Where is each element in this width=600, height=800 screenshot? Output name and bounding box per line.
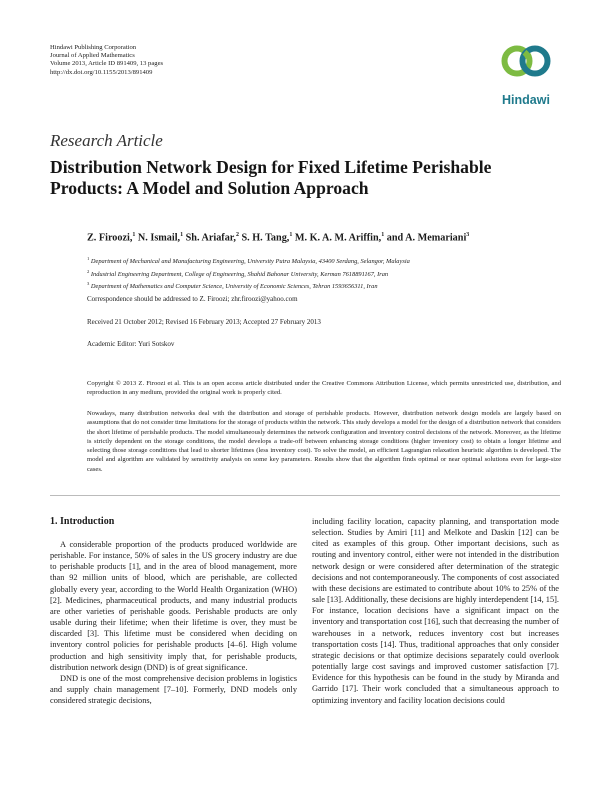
paragraph: DND is one of the most comprehensive decision problems in logistics and supply chain management [7–10]. Formerly, DND models only considered strategic decisions, (50, 673, 297, 706)
author-list (87, 232, 469, 243)
divider (50, 495, 560, 496)
article-type: Research Article (50, 131, 163, 150)
affiliations (87, 254, 567, 292)
affiliation-number: 3 (87, 281, 90, 287)
affiliation (87, 254, 567, 267)
section-heading: 1. Introduction (50, 516, 115, 527)
copyright-notice: Copyright © 2013 Z. Firoozi et al. This is an open access article distributed under the Creative Commons Attribution License, which permits unrestricted use, distribution, and reproduction in any medium, provided the original work is properly cited. (87, 380, 561, 397)
author: M. K. A. M. Ariffin, (294, 232, 382, 244)
author: N. Ismail, (137, 232, 181, 244)
author-aff: 3 (466, 232, 470, 238)
author: Z. Firoozi, (87, 232, 133, 244)
affiliation (87, 267, 567, 280)
author-aff: 1 (289, 232, 293, 238)
affiliation-text: Department of Mechanical and Manufacturing Engineering, University Putra Malaysia, 43400 Serdang, Selangor, Malaysia (90, 258, 410, 266)
author: S. H. Tang, (241, 232, 290, 244)
paper-title: Distribution Network Design for Fixed Lifetime Perishable Products: A Model and Solution Approach (50, 157, 492, 198)
body-column-left (50, 539, 297, 706)
author-aff: 1 (381, 232, 385, 238)
author-aff: 1 (180, 232, 184, 238)
affiliation (87, 279, 567, 292)
affiliation-text: Department of Mathematics and Computer Science, University of Economic Sciences, Tehran 1593656311, Iran (90, 283, 378, 291)
affiliation-number: 1 (87, 256, 90, 261)
author-aff: 1 (132, 232, 136, 238)
author: and A. Memariani (386, 232, 467, 244)
volume-line: Volume 2013, Article ID 891409, 13 pages (50, 60, 164, 68)
paragraph: A considerable proportion of the products produced worldwide are perishable. For instance, 50% of sales in the US grocery industry are due to perishable products [1], and in the area of blood management, more than 92 million units of blood, which are perishable, are collected globally every year, according to the World Health Organization (WHO) [2]. Medicines, pharmaceutical products, and many industrial products are other varieties of perishable goods. Perishable products are only usable during their lifetime; when their lifetime is over, they must be discarded [3]. This lifetime must be considered when deciding on inventory control policies for perishable products [4–6]. High volume production and high sensitivity imply that, for perishable products, distribution network design (DND) is of great significance. (50, 540, 297, 672)
doi-link[interactable]: http://dx.doi.org/10.1155/2013/891409 (50, 68, 153, 76)
abstract: Nowadays, many distribution networks deal with the distribution and storage of perishable products. However, distribution network design models are largely based on assumptions that do not consider time limitations for the storage of products within the network. This study develops a model for the design of a distribution network that considers the short lifetime of perishable products. The model simultaneously determines the network configuration and inventory control decisions of the network. Moreover, as the lifetime is strictly dependent on the storage conditions, the model develops a trade-off between enhancing storage conditions (higher inventory cost) to obtain a longer lifetime and selecting those storage conditions that lead to shorter lifetimes (less inventory cost). To solve the model, an efficient Lagrangian relaxation heuristic algorithm is developed. The model and algorithm are validated by sensitivity analysis on some key parameters. Results show that the algorithm finds optimal or near optimal solutions even for large-size cases. (87, 410, 561, 473)
received-dates: Received 21 October 2012; Revised 16 February 2013; Accepted 27 February 2013 (87, 318, 321, 326)
affiliation-text: Industrial Engineering Department, College of Engineering, Shahid Bahonar University, Kerman 7618891167, Iran (90, 270, 389, 278)
hindawi-rings-logo-icon (494, 40, 558, 92)
author: Sh. Ariafar, (185, 232, 236, 244)
journal-name: Journal of Applied Mathematics (50, 52, 135, 60)
affiliation-number: 2 (87, 268, 90, 274)
author-aff: 2 (235, 232, 239, 238)
correspondence: Correspondence should be addressed to Z. Firoozi; zhr.firoozi@yahoo.com (87, 295, 298, 303)
body-column-right (312, 516, 559, 706)
academic-editor: Academic Editor: Yuri Sotskov (87, 340, 175, 348)
publisher-line: Hindawi Publishing Corporation (50, 44, 137, 51)
paragraph: including facility location, capacity planning, and transportation mode selection. Studies by Amiri [11] and Melkote and Daskin [12] can be cited as examples of this group. Other important decisions, such as routing and inventory control, either were not intended in the distribution network design or were considered after determination of the strategic decisions and not contemporaneously. The components of cost associated with these decisions are estimated to contribute about 10% to 25% of the sale [13]. Additionally, these decisions are highly interdependent [14, 15]. For instance, location decisions have a significant impact on the inventory and transportation cost [16], such that decreasing the number of warehouses in a network, reduces inventory cost but increases transportation costs [14]. Thus, traditional approaches that only consider strategic decisions or that optimize decisions separately could overlook potentially large cost savings and improved customer satisfaction [7]. Evidence for this hypothesis can be found in the study by Miranda and Garrido [17]. Their work concluded that a simultaneous approach to optimizing inventory and facility location decisions could (312, 517, 559, 705)
hindawi-logo-text: Hindawi (502, 93, 550, 107)
journal-meta (50, 44, 330, 77)
